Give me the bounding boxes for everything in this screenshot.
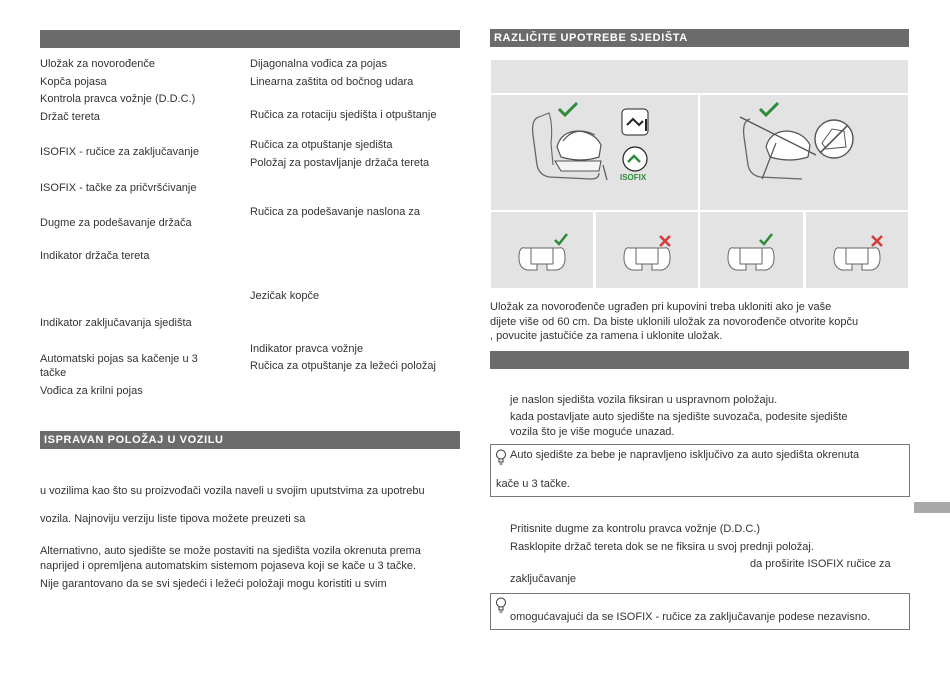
illustration-position-4: [806, 212, 908, 288]
part-label: Jezičak kopče: [250, 290, 320, 302]
part-label: Indikator zaključavanja sjedišta: [40, 317, 192, 329]
part-label: Vođica za krilni pojas: [40, 385, 143, 397]
illustration-position-1: [491, 212, 593, 288]
info-note-box: [490, 444, 910, 497]
caption-text: dijete više od 60 cm. Da biste uklonili uložak za novorođenče otvorite kopču: [490, 316, 859, 328]
body-text: Nije garantovano da se svi sjedeći i ležeći položaji mogu koristiti u svim: [40, 578, 387, 590]
illustration-header-panel: [491, 60, 908, 93]
illustration-position-3: [700, 212, 803, 288]
isofix-label: ISOFIX: [620, 173, 647, 182]
section-title: RAZLIČITE UPOTREBE SJEDIŠTA: [494, 32, 688, 44]
part-label: Dugme za podešavanje držača: [40, 217, 192, 229]
section-title: ISPRAVAN POLOŽAJ U VOZILU: [44, 434, 224, 446]
caption-text: Uložak za novorođenče ugrađen pri kupovini treba ukloniti ako je vaše: [490, 301, 832, 313]
step-text: zaključavanje: [510, 573, 577, 585]
caption-text: , povucite jastučiće za ramena i uklonite uložak.: [490, 330, 723, 342]
illustration-belt-install: [700, 95, 908, 210]
part-label: Ručica za podešavanje naslona za: [250, 206, 421, 218]
part-label: Uložak za novorođenče: [40, 58, 155, 70]
part-label: Automatski pojas sa kačenje u 3: [40, 353, 198, 365]
part-label: Držač tereta: [40, 111, 100, 123]
installation-header-bar: [490, 351, 909, 369]
body-text: naprijed i opremljena automatskim sistemom pojaseva koji se kače u 3 tačke.: [40, 560, 417, 572]
part-label: ISOFIX - tačke za pričvršćivanje: [40, 182, 197, 194]
part-label: Linearna zaštita od bočnog udara: [250, 76, 414, 88]
section-header-uses: [490, 29, 909, 47]
instruction-text: je naslon sjedišta vozila fiksiran u uspravnom položaju.: [510, 394, 778, 406]
step-text: Pritisnite dugme za kontrolu pravca vožnje (D.D.C.): [510, 523, 761, 535]
section-header-position: [40, 431, 460, 449]
part-label: Dijagonalna vođica za pojas: [250, 58, 387, 70]
body-text: Alternativno, auto sjedište se može postaviti na sjedišta vozila okrenuta prema: [40, 545, 421, 557]
info-note-box-2: [490, 593, 910, 630]
step-text: da proširite ISOFIX ručice za: [750, 558, 891, 570]
part-label: ISOFIX - ručice za zaključavanje: [40, 146, 199, 158]
note-text: Auto sjedište za bebe je napravljeno isključivo za auto sjedišta okrenuta: [510, 449, 860, 461]
part-label: Ručica za otpuštanje sjedišta: [250, 139, 393, 151]
body-text: u vozilima kao što su proizvođači vozila naveli u svojim uputstvima za upotrebu: [40, 485, 425, 497]
illustration-position-2: [596, 212, 698, 288]
part-label: Ručica za otpuštanje za ležeći položaj: [250, 360, 436, 372]
part-label: Indikator pravca vožnje: [250, 343, 364, 355]
page-edge-tab: [914, 502, 950, 513]
lightbulb-icon: [495, 597, 507, 613]
parts-header-bar: [40, 30, 460, 48]
part-label: Kopča pojasa: [40, 76, 107, 88]
part-label: Kontrola pravca vožnje (D.D.C.): [40, 93, 196, 105]
part-label: Položaj za postavljanje držača tereta: [250, 157, 430, 169]
lightbulb-icon: [495, 449, 507, 465]
instruction-text: kada postavljate auto sjedište na sjedište suvozača, podesite sjedište: [510, 411, 848, 423]
illustration-isofix-install: [491, 95, 698, 210]
body-text: vozila. Najnoviju verziju liste tipova možete preuzeti sa: [40, 513, 306, 525]
note-text: omogućavajući da se ISOFIX - ručice za zaključavanje podese nezavisno.: [510, 611, 871, 623]
part-label: tačke: [40, 367, 67, 379]
part-label: Indikator držača tereta: [40, 250, 150, 262]
part-label: Ručica za rotaciju sjedišta i otpuštanje: [250, 109, 437, 121]
note-text: kače u 3 tačke.: [496, 478, 570, 490]
step-text: Rasklopite držač tereta dok se ne fiksira u svoj prednji položaj.: [510, 541, 814, 553]
instruction-text: vozila što je više moguće unazad.: [510, 426, 675, 438]
